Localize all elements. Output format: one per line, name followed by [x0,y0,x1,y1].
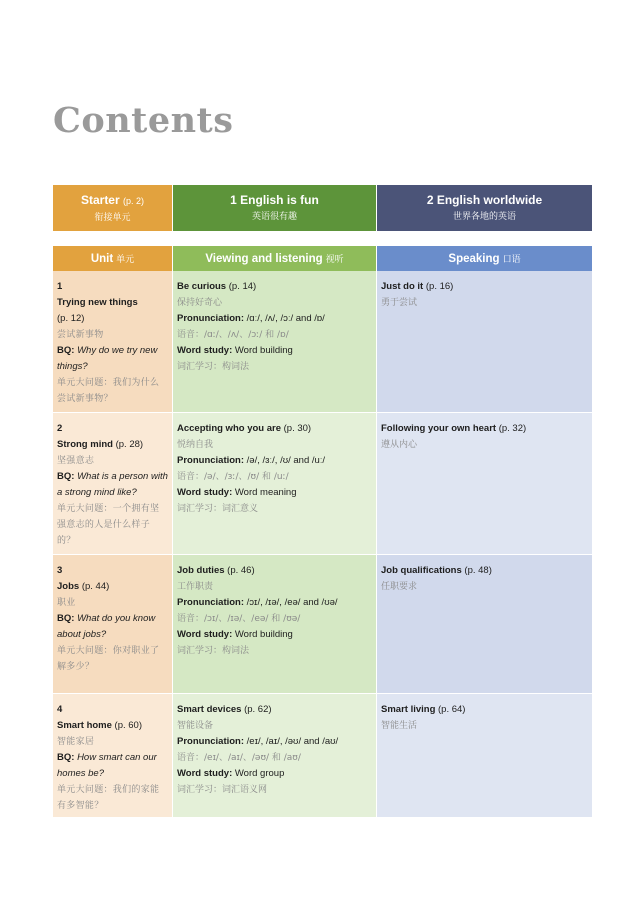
speaking-cell[interactable] [377,555,592,694]
unit-title-zh: 坚强意志 [57,456,95,466]
big-question: BQ: What is a person with a strong mind like? [57,471,168,498]
unit-title-zh: 智能家居 [57,737,95,747]
band-starter-title: Starter (p. 2) [80,192,145,207]
pronunciation-zh: 语音：/ɔɪ/、/ɪə/、/eə/ 和 /ʊə/ [177,614,301,624]
word-study: Word study: Word building [177,629,293,640]
speaking-cell[interactable] [377,271,592,413]
viewing-title-zh: 悦纳自我 [177,440,214,450]
big-question: BQ: How smart can our homes be? [57,752,157,779]
word-study: Word study: Word group [177,768,285,779]
speaking-title: Job qualifications (p. 48) [381,565,492,576]
speaking-title: Following your own heart (p. 32) [381,423,527,434]
table-row [53,413,592,555]
col-header-viewing: Viewing and listening 视听 [173,246,377,271]
pronunciation: Pronunciation: /ə/, /ɜː/, /ʊ/ and /uː/ [177,455,326,466]
viewing-cell[interactable] [173,413,377,555]
viewing-title-zh: 智能设备 [177,721,214,731]
viewing-cell[interactable] [173,694,377,818]
viewing-title: Be curious (p. 14) [177,281,257,292]
band-unit-1-zh: 英语很有趣 [251,212,297,222]
speaking-title-zh: 遵从内心 [381,440,418,450]
big-question-zh: 单元大问题：一个拥有坚强意志的人是什么样子的？ [57,504,160,546]
viewing-title-zh: 保持好奇心 [177,298,223,308]
unit-number: 1 [57,281,63,292]
col-header-unit: Unit 单元 [53,246,173,271]
contents-table [53,246,592,818]
unit-cell[interactable] [53,555,173,694]
unit-title: Smart home (p. 60) [57,720,143,731]
table-row [53,555,592,694]
unit-page: (p. 12) [57,313,85,324]
pronunciation: Pronunciation: /ɑː/, /ʌ/, /ɔː/ and /ɒ/ [177,313,325,324]
word-study-zh: 词汇学习：词汇语义网 [177,785,268,795]
pronunciation: Pronunciation: /ɔɪ/, /ɪə/, /eə/ and /ʊə/ [177,597,338,608]
big-question: BQ: Why do we try new things? [57,345,158,372]
band-unit-2-title: 2 English worldwide [426,193,543,207]
table-row [53,271,592,413]
viewing-title: Accepting who you are (p. 30) [177,423,312,434]
unit-number: 3 [57,565,63,576]
unit-band [53,185,592,231]
speaking-title-zh: 勇于尝试 [381,298,418,308]
speaking-cell[interactable] [377,413,592,555]
viewing-title-zh: 工作职责 [177,582,214,592]
speaking-title-zh: 任职要求 [381,582,418,592]
word-study-zh: 词汇学习：构词法 [177,646,250,656]
pronunciation-zh: 语音：/eɪ/、/aɪ/、/əʊ/ 和 /aʊ/ [177,753,301,763]
word-study: Word study: Word building [177,345,293,356]
band-starter[interactable] [53,185,173,231]
big-question-zh: 单元大问题：我们的家能有多智能？ [57,785,160,811]
unit-title: Jobs (p. 44) [57,581,110,592]
viewing-title: Smart devices (p. 62) [177,704,272,715]
band-unit-2-zh: 世界各地的英语 [452,212,516,222]
word-study-zh: 词汇学习：词汇意义 [177,504,259,514]
viewing-cell[interactable] [173,271,377,413]
page-title: Contents [53,100,234,141]
unit-cell[interactable] [53,413,173,555]
unit-title: Trying new things [57,297,138,308]
speaking-cell[interactable] [377,694,592,818]
big-question-zh: 单元大问题：你对职业了解多少？ [57,646,160,672]
unit-number: 2 [57,423,63,434]
band-unit-2[interactable] [377,185,592,231]
word-study: Word study: Word meaning [177,487,297,498]
table-row [53,694,592,818]
pronunciation-zh: 语音：/ɑː/、/ʌ/、/ɔː/ 和 /ɒ/ [177,330,289,340]
band-unit-1[interactable] [173,185,377,231]
unit-title: Strong mind (p. 28) [57,439,144,450]
band-starter-zh: 衔接单元 [94,212,131,223]
unit-number: 4 [57,704,63,715]
viewing-title: Job duties (p. 46) [177,565,255,576]
speaking-title-zh: 智能生活 [381,721,418,731]
pronunciation: Pronunciation: /eɪ/, /aɪ/, /əʊ/ and /aʊ/ [177,736,339,747]
pronunciation-zh: 语音：/ə/、/ɜː/、/ʊ/ 和 /uː/ [177,472,289,482]
col-header-speaking: Speaking 口语 [377,246,592,271]
band-unit-1-title: 1 English is fun [230,193,319,207]
speaking-title: Smart living (p. 64) [381,704,466,715]
table-header [53,246,592,271]
unit-title-zh: 尝试新事物 [57,330,104,340]
word-study-zh: 词汇学习：构词法 [177,362,250,372]
unit-title-zh: 职业 [57,598,76,608]
big-question: BQ: What do you know about jobs? [57,613,156,640]
speaking-title: Just do it (p. 16) [381,281,454,292]
unit-cell[interactable] [53,271,173,413]
big-question-zh: 单元大问题：我们为什么尝试新事物？ [57,378,160,404]
viewing-cell[interactable] [173,555,377,694]
unit-cell[interactable] [53,694,173,818]
